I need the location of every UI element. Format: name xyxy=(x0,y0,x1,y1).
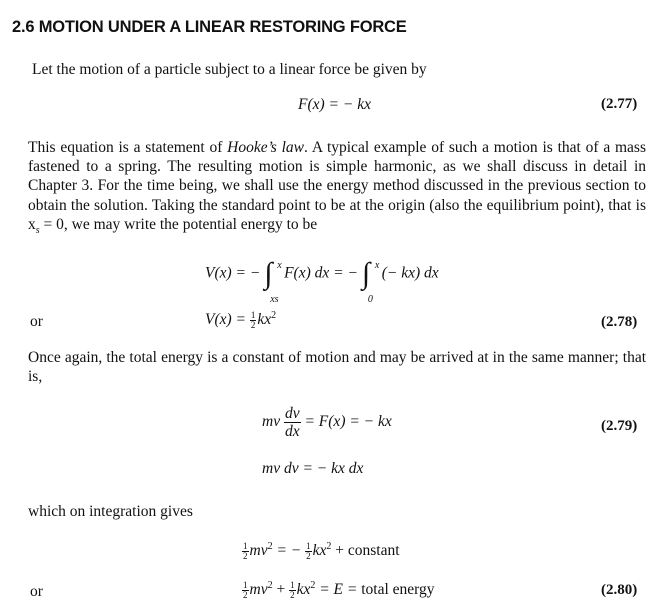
half-fraction: $\frac{1}{2}$ xyxy=(306,541,311,562)
integral-upper-limit: x xyxy=(374,260,380,271)
equation-rhs: = F(x) = − kx xyxy=(304,413,392,431)
equation-2-78-integral xyxy=(205,257,439,305)
half-fraction: $\frac{1}{2}$ xyxy=(250,310,256,331)
section-number: 2.6 xyxy=(12,18,35,36)
equation-number-2-78: (2.78) xyxy=(601,314,638,330)
hooke-paragraph xyxy=(28,138,646,240)
equation-lhs: mv xyxy=(262,413,281,431)
equation-middle: F(x) dx = − xyxy=(284,264,358,282)
equation-2-79 xyxy=(262,405,392,440)
equation-2-77: F(x) = − kx xyxy=(298,96,371,113)
equation-rhs: kx xyxy=(257,311,272,329)
total-energy-paragraph: Once again, the total energy is a constant of motion and may be arrived at in the same manner; that is, xyxy=(28,349,646,386)
equation-lhs: V(x) = − xyxy=(205,264,261,282)
or-label: or xyxy=(30,313,43,330)
subscript-s: s xyxy=(35,224,40,236)
half-fraction: $\frac{1}{2}$ xyxy=(290,580,295,601)
integral-sign: ∫ x 0 xyxy=(362,259,378,289)
equation-number-2-77: (2.77) xyxy=(601,96,638,112)
integration-text: which on integration gives xyxy=(28,503,193,520)
integral-lower-limit: 0 xyxy=(367,294,373,305)
section-title: MOTION UNDER A LINEAR RESTORING FORCE xyxy=(38,18,407,36)
paragraph-text: = 0, we may write the potential energy to be xyxy=(39,215,318,233)
or-label: or xyxy=(30,583,43,600)
equation-rhs: (− kx) dx xyxy=(381,264,439,282)
constant-term: + constant xyxy=(335,542,400,560)
equation-2-78 xyxy=(205,310,276,330)
equation-number-2-79: (2.79) xyxy=(601,418,638,434)
total-energy-term: total energy xyxy=(361,581,435,599)
equation-mv-dv: mv dv = − kx dx xyxy=(262,460,364,477)
equation-lhs: V(x) = xyxy=(205,311,247,329)
half-fraction: $\frac{1}{2}$ xyxy=(243,541,248,562)
hookes-law-term: Hooke’s law xyxy=(227,139,305,156)
half-fraction: $\frac{1}{2}$ xyxy=(243,580,248,601)
equation-2-80: $\frac{1}{2}$ $mv^2$ + $\frac{1}{2}$ $kx^2 = E$ = total energy xyxy=(243,580,435,601)
integral-upper-limit: x xyxy=(277,260,282,271)
integral-sign: ∫ x xs xyxy=(264,259,280,289)
integral-lower-limit: xs xyxy=(270,294,279,305)
section-heading xyxy=(12,18,407,37)
paragraph-text: This equation is a statement of xyxy=(28,139,228,156)
intro-text: Let the motion of a particle subject to a linear force be given by xyxy=(32,61,427,78)
equation-number-2-80: (2.80) xyxy=(601,582,638,598)
equation-integrated: $\frac{1}{2}$ $mv^2$ = − $\frac{1}{2}$ $kx^2$ + constant xyxy=(243,541,400,562)
derivative-fraction: $\frac{dv}{dx}$ xyxy=(284,405,300,440)
paragraph-text: . A typical example of such a motion is that of a mass fastened to a spring. The resulting motion is simple harmonic, as we shall discuss in detail in Chapter 3. For the time being, we shall use the energy method discussed in the previous section to obtain the solution. Taking the standard point to be at the origin (also the equilibrium point), that is x xyxy=(28,139,646,233)
exponent: 2 xyxy=(271,310,277,321)
